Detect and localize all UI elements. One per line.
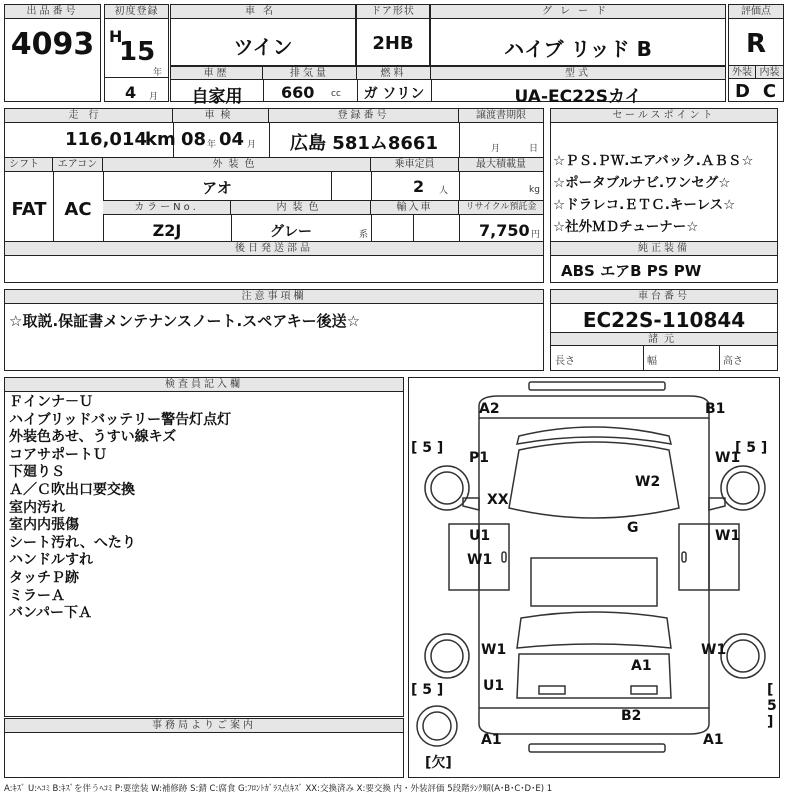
exterior-grade: D: [735, 81, 750, 102]
damage-mark: B2: [621, 708, 642, 724]
exterior-label: 外装: [729, 66, 756, 79]
length-label: 長さ: [555, 356, 575, 367]
damage-mark: XX: [487, 492, 509, 508]
sales-points-label: セールスポイント: [551, 109, 777, 123]
int-color-unit: 系: [359, 230, 369, 240]
insp-year: 08: [181, 129, 207, 150]
equipment-block: [550, 241, 778, 283]
grade: ハイブ リッド B: [504, 37, 652, 61]
inspector-line: Ａ／Ｃ吹出口要交換: [9, 482, 135, 498]
score-label: 評価点: [729, 5, 783, 19]
inspector-line: ハイブリッドバッテリー警告灯点灯: [9, 411, 232, 428]
inspector-line: 外装色あせ、うすい線キズ: [9, 429, 177, 446]
inspector-line: 室内汚れ: [9, 499, 65, 516]
dims-label: 諸元: [551, 332, 777, 346]
displacement-unit: cc: [331, 89, 341, 99]
model: UA-EC22Sカイ: [514, 87, 642, 107]
load-label: 最大積載量: [459, 158, 543, 172]
lot-label: 出品番号: [5, 5, 100, 19]
car-name-label: 車名: [171, 5, 355, 19]
equipment: ABS エアB PS PW: [561, 262, 702, 280]
fuel: ガ ソリン: [363, 86, 425, 102]
chassis-block: [550, 289, 778, 371]
transfer-day-unit: 日: [529, 144, 539, 154]
sales-line: ☆社外ＭＤチューナー☆: [553, 219, 699, 235]
month-unit: 月: [149, 92, 159, 102]
history: 自家用: [191, 87, 243, 107]
color-no-label: カラーNo.: [103, 201, 231, 215]
inspector-line: ミラーＡ: [9, 587, 65, 604]
chassis-number: EC22S-110844: [582, 308, 746, 332]
color-no: Z2J: [152, 221, 182, 240]
damage-mark: A1: [631, 658, 652, 674]
int-color: グレー: [270, 224, 312, 240]
reg-month: 4: [125, 83, 137, 102]
damage-mark: W1: [715, 528, 741, 544]
recycle: 7,750: [479, 221, 530, 240]
inspector-line: バンパー下Ａ: [9, 605, 93, 622]
office-block: [4, 718, 404, 778]
damage-mark: A1: [481, 732, 502, 748]
inspector-line: ハンドルすれ: [9, 552, 93, 569]
score-cell: [728, 4, 784, 102]
damage-mark: U1: [483, 678, 505, 694]
sales-line: ☆ＰＳ.ＰＷ.エアバック.ＡＢＳ☆: [553, 153, 754, 169]
model-label: 型式: [431, 67, 725, 80]
damage-mark: W1: [701, 642, 727, 658]
transfer-label: 譲渡書期限: [459, 109, 543, 123]
inspector-line: シート汚れ、へたり: [9, 534, 136, 551]
import-label: 輸入車: [371, 201, 459, 215]
inspector-label: 検査員記入欄: [5, 378, 403, 392]
interior-label: 内装: [756, 66, 783, 79]
displacement-label: 排気量: [263, 67, 357, 80]
tire-tread-mark: [ 5 ]: [411, 440, 444, 456]
height-label: 高さ: [723, 356, 743, 367]
plate-number: 広島 581ム8661: [290, 133, 438, 154]
mileage-label: 走行: [5, 109, 173, 123]
car-name-cell: [170, 4, 356, 66]
inspector-line: Ｆインナ－Ｕ: [9, 394, 93, 410]
inspector-line: 室内内張傷: [9, 517, 79, 534]
ext-color-label: 外装色: [103, 158, 371, 172]
transfer-month-unit: 月: [491, 144, 501, 154]
sales-points-block: [550, 108, 778, 242]
spec-row: [170, 66, 726, 107]
damage-mark: W1: [715, 450, 741, 466]
recycle-label: リサイクル預託金: [459, 201, 543, 215]
lot-cell: [4, 4, 101, 102]
shift: FAT: [11, 199, 47, 220]
door-cell: [356, 4, 430, 66]
notes-text: ☆取説.保証書メンテナンスノート.スペアキー後送☆: [9, 312, 361, 330]
insp-year-unit: 年: [207, 140, 217, 150]
damage-mark: W1: [481, 642, 507, 658]
first-reg-label: 初度登録: [105, 5, 168, 19]
capacity-unit: 人: [439, 186, 449, 196]
mileage: 116,014: [65, 129, 147, 150]
insp-month: 04: [219, 129, 245, 150]
car-diagram: [408, 377, 780, 778]
door-type: 2HB: [372, 33, 414, 54]
spare-tire-mark: [欠]: [425, 755, 452, 771]
sales-line: ☆ポータブルナビ.ワンセグ☆: [553, 175, 731, 191]
year-unit: 年: [153, 68, 163, 78]
inspector-line: コアサポートＵ: [9, 446, 107, 463]
tire-tread-mark: [ 5 ]: [735, 440, 768, 456]
inspector-block: [4, 377, 404, 717]
int-color-label: 内装色: [231, 201, 371, 215]
office-label: 事務局よりご案内: [5, 719, 403, 733]
reg-year: 15: [119, 37, 156, 67]
plate-label: 登録番号: [269, 109, 459, 123]
interior-grade: C: [762, 81, 777, 102]
damage-mark: B1: [705, 401, 726, 417]
vehicle-info-block: [4, 108, 544, 242]
equipment-label: 純正装備: [551, 242, 777, 256]
lot-number: 4093: [10, 27, 95, 62]
insp-month-unit: 月: [247, 140, 257, 150]
fuel-label: 燃料: [357, 67, 431, 80]
damage-mark: A1: [703, 732, 724, 748]
history-label: 車歴: [171, 67, 263, 80]
era: H: [109, 27, 123, 46]
header-block: [4, 4, 780, 107]
capacity-label: 乗車定員: [371, 158, 459, 172]
ext-color: アオ: [202, 179, 232, 197]
notes-block: [4, 289, 544, 371]
grade-label: グレード: [431, 5, 725, 19]
door-label: ドア形状: [357, 5, 429, 19]
damage-mark: G: [627, 520, 639, 536]
sales-line: ☆ドラレコ.ＥＴＣ.キーレス☆: [553, 197, 736, 213]
chassis-label: 車台番号: [551, 290, 777, 304]
load-unit: kg: [529, 185, 540, 195]
ac: AC: [64, 199, 92, 220]
capacity: 2: [413, 177, 425, 196]
inspection-label: 車検: [173, 109, 269, 123]
damage-mark: W2: [635, 474, 661, 490]
tire-tread-mark: [ 5 ]: [767, 682, 777, 730]
notes-label: 注意事項欄: [5, 290, 543, 304]
mileage-unit: km: [145, 129, 176, 150]
ac-label: エアコン: [53, 158, 103, 172]
inspector-line: タッチＰ跡: [9, 570, 79, 586]
damage-mark: W1: [467, 552, 493, 568]
later-parts-label: 後日発送部品: [5, 242, 543, 256]
damage-mark: P1: [469, 450, 490, 466]
damage-legend: A:ｷｽﾞ U:ﾍｺﾐ B:ｷｽﾞを伴うﾍｺﾐ P:要塗装 W:補修跡 S:錆 C:腐食 G:ﾌﾛﾝﾄｶﾞﾗｽ点ｷｽﾞ XX:交換済み X:要交換 内・外装評価 5段階ﾗﾝｸ順(A･B･C･D･E) 1: [4, 784, 553, 794]
tire-tread-mark: [ 5 ]: [411, 682, 444, 698]
damage-mark: U1: [469, 528, 491, 544]
shift-label: シフト: [5, 158, 53, 172]
inspector-line: 下廻りＳ: [9, 464, 65, 481]
damage-mark: A2: [479, 401, 500, 417]
displacement: 660: [281, 83, 315, 102]
car-outline: [409, 378, 779, 777]
grade-cell: [430, 4, 726, 66]
later-parts-block: [4, 241, 544, 283]
width-label: 幅: [647, 356, 657, 367]
car-name: ツイン: [233, 35, 293, 59]
recycle-unit: 円: [531, 230, 541, 240]
first-reg-cell: [104, 4, 169, 102]
score: R: [745, 29, 767, 59]
